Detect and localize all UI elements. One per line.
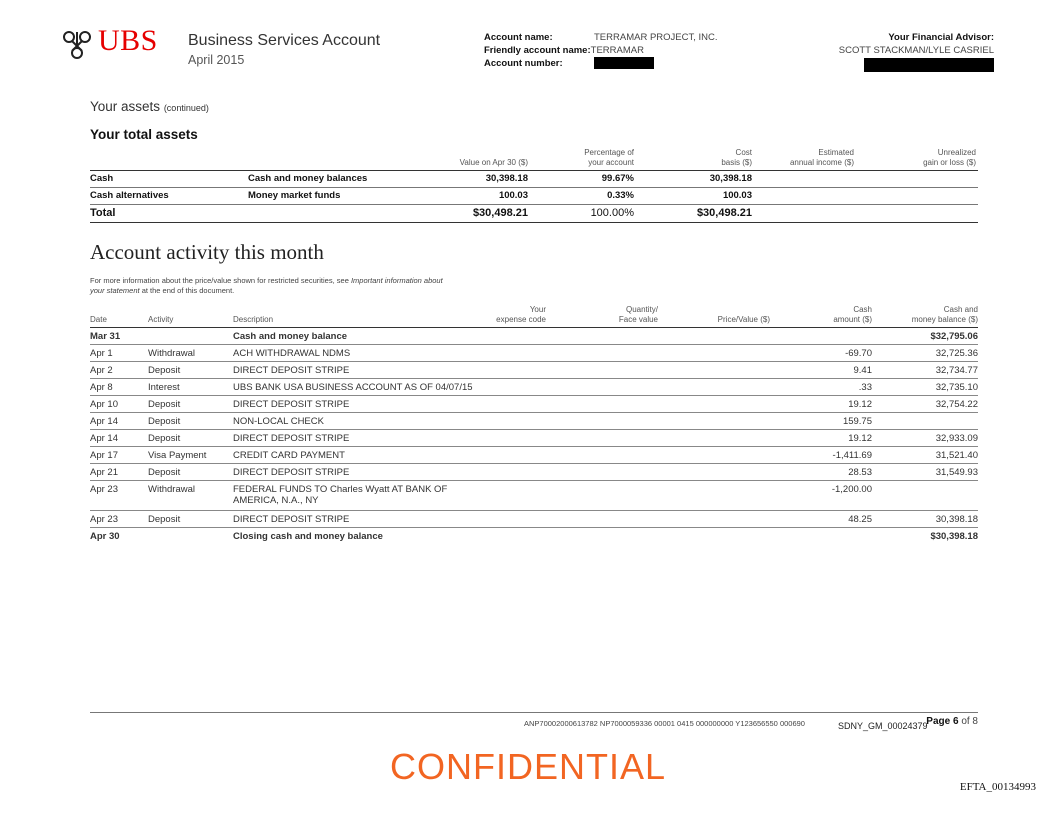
- row-balance: $30,398.18: [930, 531, 978, 542]
- col-percentage-line2: your account: [588, 158, 634, 167]
- col-cost-line1: Cost: [735, 148, 752, 157]
- col-percentage-line1: Percentage of: [584, 148, 634, 157]
- col-estimated-income: [754, 148, 854, 168]
- col-cost-basis: [650, 148, 752, 168]
- row-amount: 159.75: [842, 416, 872, 427]
- financial-advisor: [839, 31, 994, 72]
- row-amount: -1,411.69: [832, 450, 872, 461]
- row-balance: 30,398.18: [935, 514, 978, 525]
- opening-balance-row: [90, 328, 978, 345]
- document-title: Business Services Account: [188, 32, 381, 49]
- row-balance: 31,549.93: [935, 467, 978, 478]
- row-activity: Deposit: [148, 399, 181, 410]
- brand-name: UBS: [98, 24, 158, 57]
- row-amount: -69.70: [845, 348, 872, 359]
- row-description: UBS BANK USA BUSINESS ACCOUNT AS OF 04/07/15: [233, 382, 473, 393]
- note-text-2: at the end of this document.: [141, 286, 235, 295]
- row-date: Apr 17: [90, 450, 118, 461]
- assets-title-text: Your assets: [90, 99, 161, 114]
- table-row: [90, 345, 978, 362]
- bates-number: SDNY_GM_00024379: [838, 721, 928, 731]
- page-indicator: [926, 716, 978, 727]
- row-description: NON-LOCAL CHECK: [233, 416, 324, 427]
- row-balance: 32,933.09: [935, 433, 978, 444]
- asset-pct: 99.67%: [601, 173, 634, 184]
- row-date: Mar 31: [90, 331, 121, 342]
- col-price-value: Price/Value ($): [717, 315, 770, 324]
- asset-value: 100.03: [498, 190, 528, 201]
- total-assets-heading: Your total assets: [90, 127, 198, 142]
- row-amount: 9.41: [853, 365, 872, 376]
- keys-logo-icon: [60, 28, 94, 62]
- advisor-label: Your Financial Advisor:: [888, 32, 994, 43]
- row-activity: Interest: [148, 382, 180, 393]
- total-label: Total: [90, 207, 116, 219]
- row-description: ACH WITHDRAWAL NDMS: [233, 348, 351, 359]
- row-amount: 28.53: [848, 467, 872, 478]
- col-description: Description: [233, 315, 274, 324]
- row-amount: .33: [858, 382, 872, 393]
- efta-number: EFTA_00134993: [959, 781, 1036, 793]
- col-value: Value on Apr 30 ($): [459, 158, 528, 167]
- footer-account-code: ANP70002000613782 NP7000059336 00001 0415 000000000 Y123656550 000690: [524, 719, 805, 728]
- friendly-name: TERRAMAR: [590, 45, 644, 56]
- col-expense-line2: expense code: [496, 315, 546, 324]
- row-activity: Deposit: [148, 433, 181, 444]
- col-quantity: [558, 305, 658, 325]
- table-row: [90, 481, 978, 511]
- row-date: Apr 10: [90, 399, 118, 410]
- assets-total-row: [90, 205, 978, 223]
- row-amount: 48.25: [848, 514, 872, 525]
- activity-note: [90, 276, 610, 296]
- row-date: Apr 1: [90, 348, 113, 359]
- row-description: DIRECT DEPOSIT STRIPE: [233, 399, 350, 410]
- row-description: CREDIT CARD PAYMENT: [233, 450, 345, 461]
- row-date: Apr 8: [90, 382, 113, 393]
- asset-item: Cash and money balances: [248, 173, 368, 184]
- asset-pct: 0.33%: [607, 190, 634, 201]
- table-row: [90, 171, 978, 188]
- row-description: FEDERAL FUNDS TO Charles Wyatt AT BANK OF AMERICA, N.A., NY: [233, 484, 448, 506]
- row-balance: 32,754.22: [935, 399, 978, 410]
- col-date: Date: [90, 315, 107, 324]
- table-row: [90, 511, 978, 528]
- row-activity: Withdrawal: [148, 348, 195, 359]
- row-balance: 32,725.36: [935, 348, 978, 359]
- asset-cost: 100.03: [722, 190, 752, 201]
- row-amount: -1,200.00: [831, 484, 872, 495]
- closing-balance-row: [90, 528, 978, 544]
- total-cost: $30,498.21: [696, 207, 752, 219]
- asset-item: Money market funds: [248, 190, 341, 201]
- col-expense-code: [450, 305, 546, 325]
- col-activity: Activity: [148, 315, 174, 324]
- activity-heading: Account activity this month: [90, 240, 324, 264]
- total-value: $30,498.21: [472, 207, 528, 219]
- note-link-1: Important information about: [350, 276, 443, 285]
- row-balance: $32,795.06: [930, 331, 978, 342]
- asset-category: Cash alternatives: [90, 190, 169, 201]
- account-name-label: Account name:: [484, 32, 553, 43]
- assets-section-title: [90, 99, 209, 114]
- table-row: [90, 188, 978, 205]
- row-description: DIRECT DEPOSIT STRIPE: [233, 433, 350, 444]
- note-text-1: For more information about the price/value shown for restricted securities, see: [90, 276, 349, 285]
- row-date: Apr 2: [90, 365, 113, 376]
- friendly-name-label: Friendly account name:: [484, 45, 591, 56]
- account-number-label: Account number:: [484, 58, 563, 69]
- col-income-line1: Estimated: [818, 148, 854, 157]
- col-gain-line1: Unrealized: [937, 148, 976, 157]
- table-row: [90, 362, 978, 379]
- account-name: TERRAMAR PROJECT, INC.: [594, 32, 718, 43]
- row-description: DIRECT DEPOSIT STRIPE: [233, 365, 350, 376]
- continued-label: (continued): [163, 103, 209, 113]
- statement-month: April 2015: [188, 53, 245, 67]
- col-qty-line1: Quantity/: [625, 305, 658, 314]
- col-percentage: [530, 148, 634, 168]
- account-info: [484, 31, 718, 70]
- total-pct: 100.00%: [590, 207, 634, 219]
- table-row: [90, 396, 978, 413]
- table-row: [90, 464, 978, 481]
- table-row: [90, 413, 978, 430]
- row-activity: Deposit: [148, 416, 181, 427]
- row-description: DIRECT DEPOSIT STRIPE: [233, 514, 350, 525]
- table-row: [90, 447, 978, 464]
- page-label: Page: [926, 716, 951, 727]
- asset-value: 30,398.18: [485, 173, 528, 184]
- col-bal-line1: Cash and: [943, 305, 978, 314]
- row-activity: Withdrawal: [148, 484, 195, 495]
- row-amount: 19.12: [848, 399, 872, 410]
- row-activity: Deposit: [148, 365, 181, 376]
- row-date: Apr 21: [90, 467, 118, 478]
- col-expense-line1: Your: [529, 305, 546, 314]
- col-cash-amount: [770, 305, 872, 325]
- advisor-redaction: [864, 58, 994, 72]
- col-gain-line2: gain or loss ($): [923, 158, 976, 167]
- asset-cost: 30,398.18: [709, 173, 752, 184]
- row-date: Apr 23: [90, 514, 118, 525]
- row-balance: 32,735.10: [935, 382, 978, 393]
- row-date: Apr 23: [90, 484, 118, 495]
- page-total: of 8: [961, 716, 978, 727]
- footer-rule: [90, 712, 978, 713]
- col-unrealized: [876, 148, 976, 168]
- row-amount: 19.12: [848, 433, 872, 444]
- row-activity: Visa Payment: [148, 450, 207, 461]
- account-number-redaction: [594, 57, 654, 69]
- advisor-name: SCOTT STACKMAN/LYLE CASRIEL: [838, 45, 994, 56]
- confidential-stamp: CONFIDENTIAL: [389, 746, 667, 787]
- col-cost-line2: basis ($): [721, 158, 752, 167]
- row-description: DIRECT DEPOSIT STRIPE: [233, 467, 350, 478]
- note-link-2: your statement: [90, 286, 140, 295]
- row-description: Closing cash and money balance: [233, 531, 383, 542]
- asset-category: Cash: [90, 173, 114, 184]
- row-activity: Deposit: [148, 467, 181, 478]
- row-description: Cash and money balance: [233, 331, 348, 342]
- col-income-line2: annual income ($): [789, 158, 854, 167]
- table-row: [90, 430, 978, 447]
- col-money-balance: [876, 305, 978, 325]
- row-date: Apr 14: [90, 433, 118, 444]
- page-number: 6: [952, 716, 959, 727]
- row-balance: 31,521.40: [935, 450, 978, 461]
- col-qty-line2: Face value: [618, 315, 658, 324]
- row-balance: 32,734.77: [935, 365, 978, 376]
- row-date: Apr 30: [90, 531, 120, 542]
- ubs-logo: [60, 24, 170, 68]
- row-date: Apr 14: [90, 416, 118, 427]
- row-activity: Deposit: [148, 514, 181, 525]
- col-cash-line1: Cash: [853, 305, 872, 314]
- col-cash-line2: amount ($): [833, 315, 872, 324]
- col-bal-line2: money balance ($): [911, 315, 978, 324]
- table-row: [90, 379, 978, 396]
